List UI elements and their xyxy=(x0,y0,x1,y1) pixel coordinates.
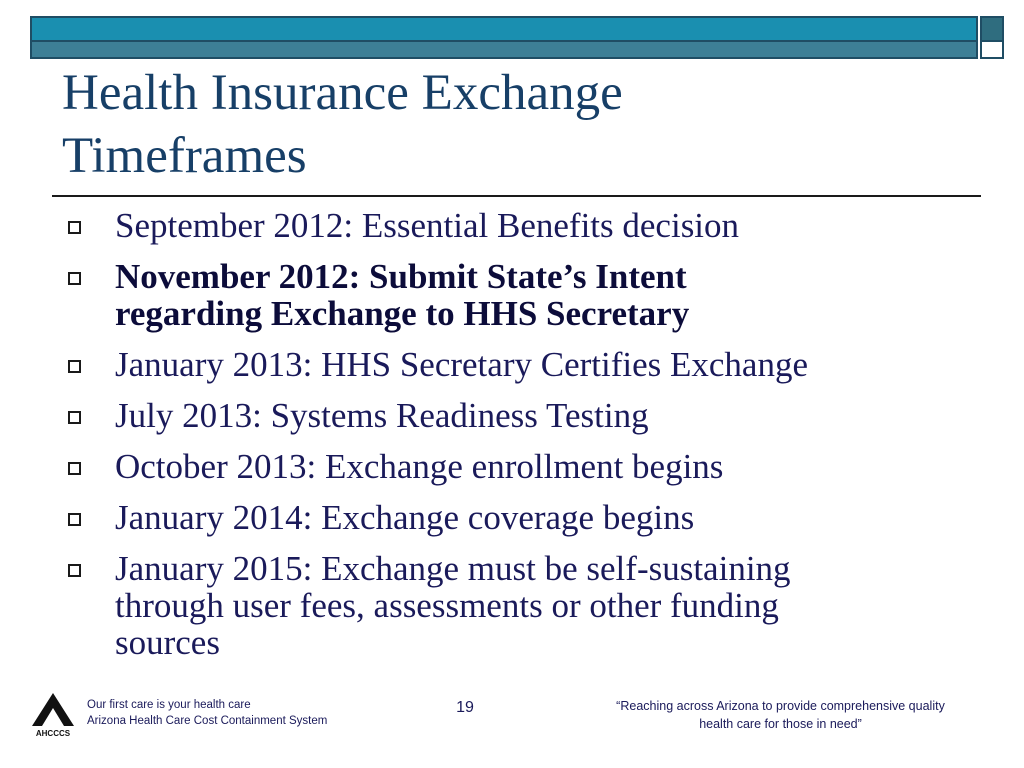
bullet-item xyxy=(62,448,992,485)
footer-tagline xyxy=(87,697,327,729)
bullet-text: January 2014: Exchange coverage begins xyxy=(115,498,695,537)
title-divider xyxy=(52,195,981,197)
bullet-text: September 2012: Essential Benefits decision xyxy=(115,206,740,245)
square-bullet-icon xyxy=(68,360,81,373)
bullet-text: January 2013: HHS Secretary Certifies Exchange xyxy=(115,345,808,384)
bullet-text-line: sources xyxy=(115,623,220,662)
header-square-top xyxy=(980,16,1004,42)
bullet-item xyxy=(62,258,992,332)
bullet-text: July 2013: Systems Readiness Testing xyxy=(115,396,649,435)
header-band-bottom xyxy=(30,42,978,59)
footer-quote xyxy=(583,697,978,733)
ahcccs-logo-icon xyxy=(30,690,76,738)
bullet-item xyxy=(62,207,992,244)
footer-org-name: Arizona Health Care Cost Containment System xyxy=(87,715,328,727)
footer-quote-line: “Reaching across Arizona to provide comprehensive quality xyxy=(616,699,945,713)
logo-text: AHCCCS xyxy=(35,729,71,738)
square-bullet-icon xyxy=(68,411,81,424)
bullet-text: October 2013: Exchange enrollment begins xyxy=(115,447,724,486)
title-line-2: Timeframes xyxy=(62,128,307,184)
slide-title xyxy=(62,62,962,188)
square-bullet-icon xyxy=(68,513,81,526)
footer-tagline-line: Our first care is your health care xyxy=(87,699,251,711)
bullet-item xyxy=(62,499,992,536)
footer-quote-line: health care for those in need” xyxy=(699,717,862,731)
square-bullet-icon xyxy=(68,221,81,234)
page-number: 19 xyxy=(456,699,474,716)
bullet-item xyxy=(62,346,992,383)
bullet-list xyxy=(62,207,992,675)
square-bullet-icon xyxy=(68,462,81,475)
square-bullet-icon xyxy=(68,564,81,577)
bullet-text-line: through user fees, assessments or other funding xyxy=(115,586,779,625)
header-square-bottom xyxy=(980,42,1004,59)
header-band-top xyxy=(30,16,978,42)
title-line-1: Health Insurance Exchange xyxy=(62,65,623,121)
bullet-text-line: regarding Exchange to HHS Secretary xyxy=(115,294,690,333)
bullet-item xyxy=(62,397,992,434)
bullet-item xyxy=(62,550,992,661)
square-bullet-icon xyxy=(68,272,81,285)
bullet-text-line: November 2012: Submit State’s Intent xyxy=(115,257,687,296)
bullet-text-line: January 2015: Exchange must be self-sustaining xyxy=(115,549,791,588)
